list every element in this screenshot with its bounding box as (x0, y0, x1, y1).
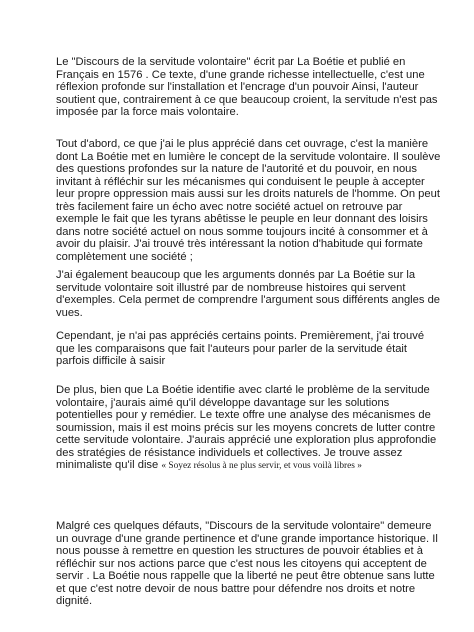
paragraph-conclusion: Malgré ces quelques défauts, "Discours de la servitude volontaire" demeure un ouvrage d'une grande pertinence et d'une grande importance historique. Il nous pousse à remettre en question les structures de pouvoir établies et à réfléchir sur nos actions parce que c'est nous les citoyens qui acceptent de servir . La Boétie nous rappelle que la liberté ne peut être obtenue sans lutte et que c'est notre devoir de nous battre pour défendre nos droits et notre dignité. (56, 520, 438, 607)
paragraph-arguments: J'ai également beaucoup que les arguments donnés par La Boétie sur la servitude volontaire soit illustré par de nombreuse histoires qui servent d'exemples. Cela permet de comprendre l'argument sous différents angles de vues. (56, 269, 441, 319)
paragraph-solutions-quote: « Soyez résolus à ne plus servir, et vous voilà libres » (161, 461, 362, 471)
paragraph-intro: Le "Discours de la servitude volontaire" écrit par La Boétie et publié en Français en 1576 . Ce texte, d'une grande richesse intellectuelle, c'est une réflexion profonde sur l'installation et l'encrage d'un pouvoir Ainsi, l'auteur soutient que, contrairement à ce que beaucoup croient, la servitude n'est pas imposée par la force mais volontaire. (56, 56, 438, 118)
paragraph-solutions-text: De plus, bien que La Boétie identifie avec clarté le problème de la servitude volontaire, j'aurais aimé qu'il développe davantage sur les solutions potentielles pour y remédier. Le texte offre une analyse des mécanismes de soumission, mais il est moins précis sur les moyens concrets de lutter contre cette servitude volontaire. J'aurais apprécié une exploration plus approfondie des stratégies de résistance individuels et collectives. Je trouve assez minimaliste qu'il dise (56, 384, 437, 471)
paragraph-criticism: Cependant, je n'ai pas appréciés certains points. Premièrement, j'ai trouvé que les comparaisons que fait l'auteurs pour parler de la servitude était parfois difficile à saisir (56, 330, 425, 367)
paragraph-solutions (56, 384, 442, 473)
paragraph-appreciation: Tout d'abord, ce que j'ai le plus apprécié dans cet ouvrage, c'est la manière dont La Boétie met en lumière le concept de la servitude volontaire. Il soulève des questions profondes sur la nature de l'autorité et du pouvoir, en nous invitant à réfléchir sur les mécanismes qui conduisent le peuple à accepter leur propre oppression mais aussi sur les droits naturels de l'homme. On peut très facilement faire un écho avec notre société actuel on retrouve par exemple le fait que les tyrans abêtisse le peuple en leur donnant des loisirs dans notre société actuel on nous somme toujours incité à consommer et à avoir du plaisir. J'ai trouvé très intéressant la notion d'habitude qui formate complètement une société ; (56, 138, 441, 263)
